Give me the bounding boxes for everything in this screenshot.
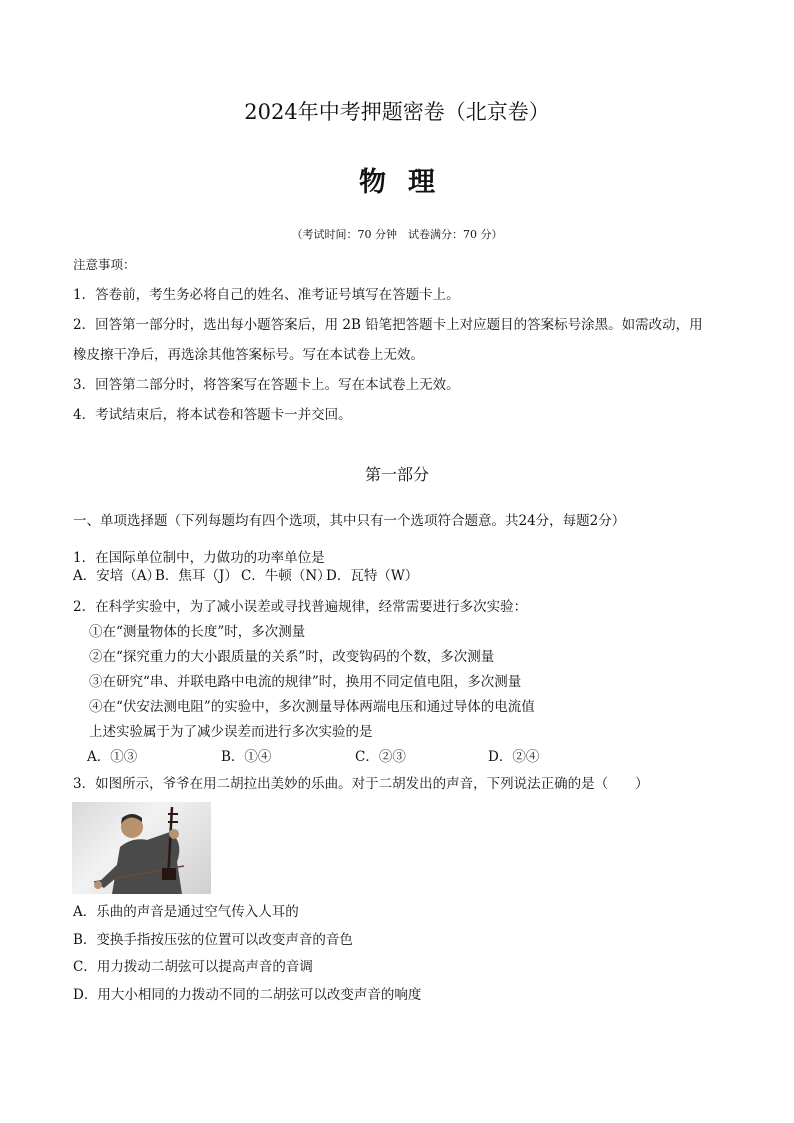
erhu-player-photo bbox=[72, 802, 211, 894]
q2-option-c: C．②③ bbox=[355, 749, 406, 765]
notes-heading: 注意事项： bbox=[73, 257, 136, 272]
section-heading: 一、单项选择题（下列每题均有四个选项，其中只有一个选项符合题意。共24分，每题2分） bbox=[73, 513, 626, 529]
q2-item: ④在“伏安法测电阻”的实验中，多次测量导体两端电压和通过导体的电流值 bbox=[89, 699, 535, 715]
q1-stem: 1．在国际单位制中，力做功的功率单位是 bbox=[73, 550, 325, 566]
q3-option-a: A．乐曲的声音是通过空气传入人耳的 bbox=[73, 904, 299, 920]
q3-option-b: B．变换手指按压弦的位置可以改变声音的音色 bbox=[73, 932, 353, 948]
q3-option-c: C．用力拨动二胡弦可以提高声音的音调 bbox=[73, 959, 313, 975]
q1-option-c: C．牛顿（N） bbox=[241, 568, 331, 584]
subject-title: 物理 bbox=[359, 167, 457, 198]
note-item: 2．回答第一部分时，选出每小题答案后，用 2B 铅笔把答题卡上对应题目的答案标号涂黑。如需改动，用 bbox=[73, 317, 703, 333]
note-item: 1．答卷前，考生务必将自己的姓名、准考证号填写在答题卡上。 bbox=[73, 287, 460, 303]
q2-prompt: 上述实验属于为了减少误差而进行多次实验的是 bbox=[89, 724, 373, 740]
q2-option-b: B．①④ bbox=[221, 749, 272, 765]
exam-title: 2024年中考押题密卷（北京卷） bbox=[244, 100, 550, 124]
q1-option-a: A．安培（A） bbox=[73, 568, 160, 584]
q2-item: ②在“探究重力的大小跟质量的关系”时，改变钩码的个数，多次测量 bbox=[89, 649, 495, 665]
q2-option-a: A．①③ bbox=[87, 749, 138, 765]
note-item: 4．考试结束后，将本试卷和答题卡一并交回。 bbox=[73, 407, 352, 423]
q2-stem: 2．在科学实验中，为了减小误差或寻找普遍规律，经常需要进行多次实验： bbox=[73, 599, 528, 615]
q1-option-b: B．焦耳（J） bbox=[155, 568, 238, 584]
q1-option-d: D．瓦特（W） bbox=[326, 568, 419, 584]
q2-option-d: D．②④ bbox=[488, 749, 540, 765]
part-title: 第一部分 bbox=[364, 465, 429, 484]
q3-stem: 3．如图所示，爷爷在用二胡拉出美妙的乐曲。对于二胡发出的声音，下列说法正确的是（ ） bbox=[73, 776, 649, 792]
note-item: 3．回答第二部分时，将答案写在答题卡上。写在本试卷上无效。 bbox=[73, 377, 460, 393]
q3-option-d: D．用大小相同的力拨动不同的二胡弦可以改变声音的响度 bbox=[73, 987, 422, 1003]
note-item: 橡皮擦干净后，再选涂其他答案标号。写在本试卷上无效。 bbox=[73, 347, 424, 363]
q2-item: ①在“测量物体的长度”时，多次测量 bbox=[89, 624, 306, 640]
exam-info: （考试时间：70 分钟 试卷满分：70 分） bbox=[291, 228, 503, 241]
q2-item: ③在研究“串、并联电路中电流的规律”时，换用不同定值电阻，多次测量 bbox=[89, 674, 522, 690]
